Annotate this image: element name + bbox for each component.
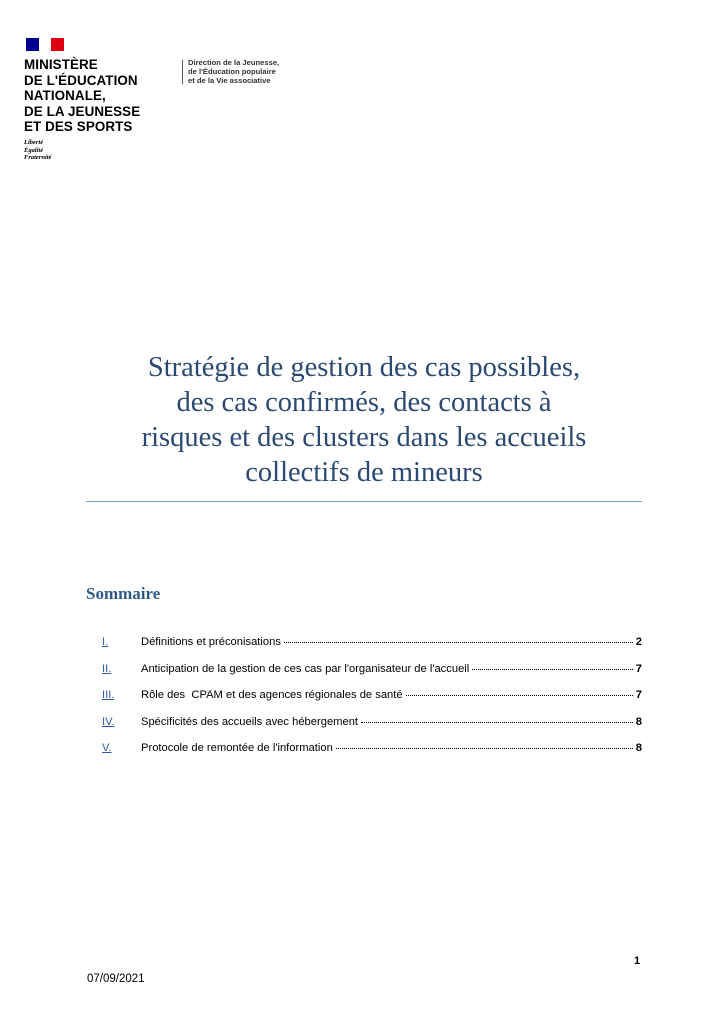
toc-leader-dots <box>406 695 633 696</box>
toc-entry-label[interactable]: Spécificités des accueils avec hébergement <box>141 715 359 728</box>
ministry-name-line: NATIONALE, <box>24 88 106 104</box>
toc-entry-page: 7 <box>635 662 642 675</box>
toc-heading: Sommaire <box>86 584 161 603</box>
toc-entry-number-link[interactable]: II. <box>102 662 112 675</box>
toc-entry[interactable] <box>102 689 642 716</box>
direction-line: de l'Éducation populaire <box>188 66 276 76</box>
toc-leader-dots <box>284 642 633 643</box>
ministry-name-line: ET DES SPORTS <box>24 119 133 135</box>
toc-entry[interactable] <box>102 716 642 743</box>
toc-entry[interactable] <box>102 663 642 690</box>
toc-entry-number-link[interactable]: IV. <box>102 715 115 728</box>
direction-line: Direction de la Jeunesse, <box>188 58 280 67</box>
ministry-logo <box>24 38 184 162</box>
toc-leader-dots <box>472 669 632 670</box>
flag-white-band <box>39 38 52 51</box>
motto-line: Fraternité <box>24 154 52 162</box>
title-line: collectifs de mineurs <box>245 457 483 488</box>
republic-motto <box>24 139 184 162</box>
flag-red-band <box>51 38 64 51</box>
page-number: 1 <box>634 955 641 967</box>
toc-leader-dots <box>336 748 633 749</box>
header-divider <box>182 60 183 84</box>
footer-date: 07/09/2021 <box>87 973 145 985</box>
motto-line: Liberté <box>24 138 44 146</box>
table-of-contents <box>102 636 642 769</box>
title-line: des cas confirmés, des contacts à <box>176 387 552 418</box>
direction-name <box>188 59 279 85</box>
toc-entry-page: 2 <box>635 636 642 648</box>
toc-entry-label[interactable]: Protocole de remontée de l'information <box>141 742 333 754</box>
motto-line: Égalité <box>24 146 44 154</box>
ministry-name-line: MINISTÈRE <box>24 57 98 72</box>
ministry-name-line: DE LA JEUNESSE <box>24 103 141 119</box>
flag-blue-band <box>26 38 39 51</box>
toc-entry-page: 8 <box>635 742 642 754</box>
direction-line: et de la Vie associative <box>188 75 271 85</box>
document-title <box>86 350 642 490</box>
title-line: Stratégie de gestion des cas possibles, <box>147 352 581 383</box>
ministry-name-line: DE L'ÉDUCATION <box>24 72 138 88</box>
toc-entry-number-link[interactable]: III. <box>102 689 115 701</box>
toc-entry-number-link[interactable]: I. <box>102 636 109 648</box>
toc-entry-label[interactable]: Définitions et préconisations <box>141 636 281 648</box>
toc-entry-label[interactable]: Rôle des CPAM et des agences régionales de santé <box>141 689 403 701</box>
toc-leader-dots <box>361 722 633 723</box>
title-underline <box>86 501 642 502</box>
toc-entry-page: 7 <box>635 689 642 701</box>
toc-entry-number-link[interactable]: V. <box>102 742 112 754</box>
title-line: risques et des clusters dans les accueils <box>141 422 587 453</box>
toc-entry[interactable] <box>102 742 642 769</box>
toc-entry-page: 8 <box>635 715 642 728</box>
toc-entry-label[interactable]: Anticipation de la gestion de ces cas par l'organisateur de l'accueil <box>141 662 470 675</box>
french-flag-icon <box>26 38 64 51</box>
toc-entry[interactable] <box>102 636 642 663</box>
